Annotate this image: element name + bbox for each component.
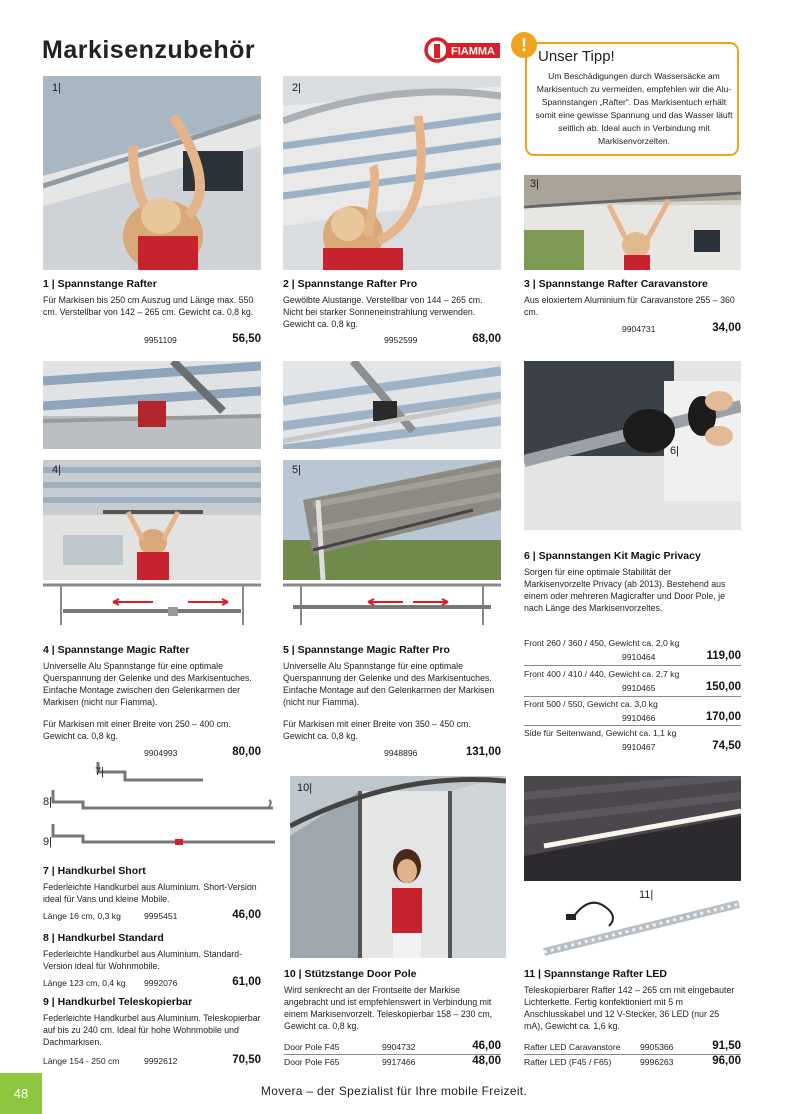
product-title-11: 11 | Spannstange Rafter LED — [524, 968, 667, 980]
article-number-1: 9951109 — [144, 335, 177, 345]
product-desc-4: Universelle Alu Spannstange für eine optimale Querspannung der Gelenke und des Markisentuches. Einfache Montage zwischen den Gelenkarmen der Markisen (nicht nur Fiamma). — [43, 661, 252, 707]
product-photo-11a — [524, 776, 741, 881]
page-number: 48 — [0, 1073, 42, 1114]
product-desc2-4: Für Markisen mit einer Breite von 250 – 400 cm. Gewicht ca. 0,8 kg. — [43, 719, 231, 741]
product-title-9: 9 | Handkurbel Teleskopierbar — [43, 996, 193, 1008]
variant-article: 9910465 — [622, 683, 656, 693]
variant-label: Front 400 / 410 / 440, Gewicht ca. 2,7 kg — [524, 669, 680, 679]
fiamma-logo — [424, 35, 502, 67]
variant-price: 170,00 — [705, 711, 741, 723]
photo-label-3: 3| — [530, 178, 539, 190]
product-title-1: 1 | Spannstange Rafter — [43, 278, 157, 290]
product-desc2-5: Für Markisen mit einer Breite von 350 – 450 cm. Gewicht ca. 0,8 kg. — [283, 719, 471, 741]
product-photo-11b — [524, 886, 741, 958]
product-photo-4 — [43, 460, 261, 580]
product-desc-6: Sorgen für eine optimale Stabilität der Markisenvorzelte Privacy (ab 2013). Bestehend aus einem oder mehreren Magicrafter und Door Pole, je nach Länge des Markisenvorzeltes. — [524, 567, 726, 613]
variant-list-11 — [524, 1040, 741, 1070]
article-number-3: 9904731 — [622, 324, 656, 334]
product-photo-5 — [283, 460, 501, 580]
variant-price: 96,00 — [712, 1055, 741, 1067]
tip-exclamation-icon: ! — [511, 32, 537, 58]
variant-price: 119,00 — [706, 650, 741, 662]
price-3: 34,00 — [712, 322, 741, 334]
price-2: 68,00 — [472, 333, 501, 345]
product-title-6: 6 | Spannstangen Kit Magic Privacy — [524, 550, 701, 562]
product-photo-2 — [283, 76, 501, 270]
footer-slogan: Movera – der Spezialist für Ihre mobile Freizeit. — [260, 1084, 528, 1098]
product-desc-5: Universelle Alu Spannstange für eine optimale Querspannung der Gelenke und des Markisentuches. Einfache Montage auf den Gelenkarmen der Markisen (nicht nur Fiamma). — [283, 661, 495, 707]
photo-label-4: 4| — [52, 464, 61, 476]
variant-label: Rafter LED (F45 / F65) — [524, 1057, 612, 1067]
price-5: 131,00 — [465, 746, 501, 758]
variant-price: 91,50 — [712, 1040, 741, 1052]
variant-label: Side für Seitenwand, Gewicht ca. 1,1 kg — [524, 728, 677, 738]
price-7: 46,00 — [232, 909, 261, 921]
variant-row — [284, 1055, 501, 1070]
variant-row — [524, 1040, 741, 1055]
drawing-magic-rafter — [43, 580, 261, 630]
variant-article: 9996263 — [640, 1057, 674, 1067]
photo-label-10: 10| — [297, 782, 313, 794]
product-title-4: 4 | Spannstange Magic Rafter — [43, 644, 190, 656]
drawing-magic-rafter-pro — [283, 580, 501, 630]
variant-label: Front 500 / 550, Gewicht ca. 3,0 kg — [524, 699, 658, 709]
product-title-7: 7 | Handkurbel Short — [43, 865, 146, 877]
product-desc-11: Teleskopierbarer Rafter 142 – 265 cm mit eingebauter Lichterkette. Fertig konfektioniert mit 5 m Anschlusskabel und 12 V-Stecker, 36 LED (nur 25 mA), Gewicht ca. 1,6 kg. — [524, 985, 735, 1031]
photo-label-2: 2| — [292, 82, 301, 94]
variant-list-10 — [284, 1040, 501, 1070]
product-desc-7: Federleichte Handkurbel aus Aluminium. Short-Version ideal für Vans und kleine Mobile. — [43, 882, 257, 904]
variant-price: 74,50 — [712, 740, 741, 752]
variant-price: 48,00 — [472, 1055, 501, 1067]
article-number-8: 9992076 — [144, 978, 178, 988]
variant-article: 9905366 — [640, 1042, 674, 1052]
variant-label: Front 260 / 360 / 450, Gewicht ca. 2,0 kg — [524, 638, 680, 648]
photo-label-8: 8| — [43, 796, 52, 808]
product-spec-7: Länge 16 cm, 0,3 kg — [43, 911, 121, 921]
product-photo-1 — [43, 76, 261, 270]
variant-row — [524, 636, 741, 666]
product-desc-1: Für Markisen bis 250 cm Auszug und Länge max. 550 cm. Verstellbar von 142 – 265 cm. Gewicht ca. 0,8 kg. — [43, 295, 254, 317]
variant-row — [524, 666, 741, 697]
product-desc-8: Federleichte Handkurbel aus Aluminium. Standard-Version ideal für Wohnmobile. — [43, 949, 243, 971]
variant-article: 9917466 — [382, 1057, 416, 1067]
product-desc-2: Gewölbte Alustange. Verstellbar von 144 – 265 cm. Nicht bei starker Sonneneinstrahlung verwenden. Gewicht ca. 0,8 kg. — [283, 295, 483, 329]
variant-row — [524, 726, 741, 756]
detail-photo-5 — [283, 361, 501, 449]
photo-label-9: 9| — [43, 836, 52, 848]
product-title-8: 8 | Handkurbel Standard — [43, 932, 164, 944]
article-number-2: 9952599 — [384, 335, 418, 345]
photo-label-7: 7| — [95, 766, 104, 778]
price-4: 80,00 — [232, 746, 261, 758]
svg-text:FIAMMA: FIAMMA — [451, 45, 495, 58]
variant-article: 9910467 — [622, 742, 656, 752]
variant-price: 150,00 — [705, 681, 741, 693]
article-number-7: 9995451 — [144, 911, 178, 921]
variant-list-6 — [524, 636, 741, 756]
article-number-9: 9992612 — [144, 1056, 178, 1066]
article-number-4: 9904993 — [144, 748, 178, 758]
tip-title: Unser Tipp! — [538, 48, 615, 65]
product-spec-8: Länge 123 cm, 0,4 kg — [43, 978, 126, 988]
product-photo-6 — [524, 361, 741, 530]
variant-article: 9910464 — [622, 652, 656, 662]
photo-label-11: 11| — [639, 889, 654, 901]
price-1: 56,50 — [232, 333, 261, 345]
variant-label: Door Pole F45 — [284, 1042, 340, 1052]
product-title-3: 3 | Spannstange Rafter Caravanstore — [524, 278, 708, 290]
photo-label-6: 6| — [670, 445, 679, 457]
variant-row — [284, 1040, 501, 1055]
detail-photo-4 — [43, 361, 261, 449]
variant-article: 9910466 — [622, 713, 656, 723]
photo-label-5: 5| — [292, 464, 301, 476]
product-desc-3: Aus eloxiertem Aluminium für Caravanstore 255 – 360 cm. — [524, 295, 735, 317]
variant-row — [524, 697, 741, 726]
variant-article: 9904732 — [382, 1042, 416, 1052]
variant-row — [524, 1055, 741, 1070]
drawing-handkurbel — [43, 762, 278, 854]
product-photo-3 — [524, 175, 741, 270]
product-title-5: 5 | Spannstange Magic Rafter Pro — [283, 644, 450, 656]
product-desc-9: Federleichte Handkurbel aus Aluminium. Teleskopierbar auf bis zu 240 cm. Ideal für hohe Wohnmobile und Dachmarkisen. — [43, 1013, 261, 1047]
variant-label: Door Pole F65 — [284, 1057, 340, 1067]
article-number-5: 9948896 — [384, 748, 418, 758]
page-title: Markisenzubehör — [42, 36, 256, 64]
price-9: 70,50 — [232, 1054, 261, 1066]
variant-price: 46,00 — [472, 1040, 501, 1052]
variant-label: Rafter LED Caravanstore — [524, 1042, 621, 1052]
product-title-2: 2 | Spannstange Rafter Pro — [283, 278, 418, 290]
photo-label-1: 1| — [52, 82, 61, 94]
product-spec-9: Länge 154 - 250 cm — [43, 1056, 120, 1066]
product-desc-10: Wird senkrecht an der Frontseite der Markise angebracht und ist empfehlenswert in Verbindung mit einem Markisenvorzelt. Teleskopierbar 158 – 230 cm, Gewicht ca. 0,8 kg. — [284, 985, 493, 1031]
price-8: 61,00 — [232, 976, 261, 988]
product-photo-10 — [290, 776, 506, 958]
product-title-10: 10 | Stützstange Door Pole — [284, 968, 417, 980]
tip-text: Um Beschädigungen durch Wassersäcke am Markisentuch zu vermeiden, empfehlen wir die Alu-Spannstangen „Rafter“. Das Markisentuch erhält somit eine gewisse Spannung und das Wasser läuft seitlich ab. Ideal auch in Verbindung mit Markisenvorzelten. — [535, 71, 733, 146]
